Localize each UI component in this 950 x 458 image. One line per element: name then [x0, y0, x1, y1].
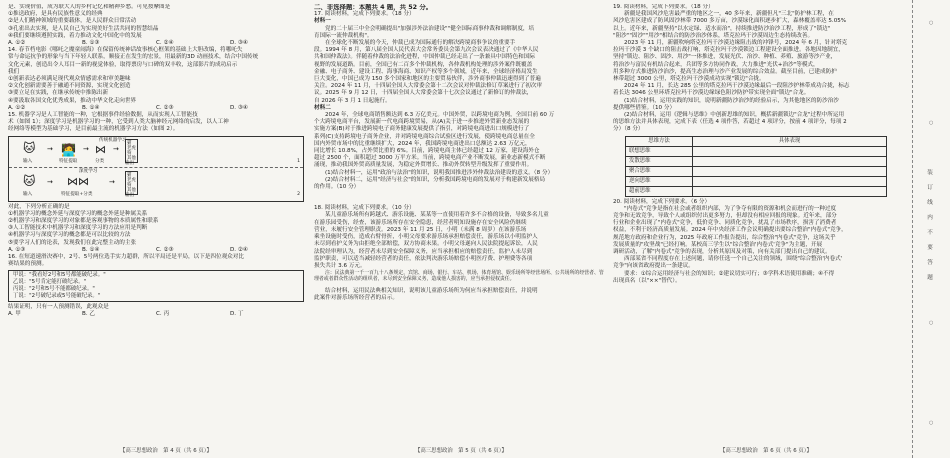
table-cell: 聚合思维: [626, 166, 693, 176]
text-line: 同比增长 10.8%，占外贸比重的 6%。目前，跨境电商主体已经超过 12 万家，建设海外仓: [314, 148, 540, 155]
fig1-number: 1: [297, 158, 300, 164]
option-d: D. ③④: [230, 104, 248, 111]
text-line: 16. 在短道速滑决赛中，2号、5号两位选手实力超群，所以平局还是平局，以下是四位观众对比: [8, 254, 244, 261]
text-line: 结果证明，只有一人预测错误，此观众是: [8, 303, 109, 310]
figure-2-deep-learning: [9, 168, 303, 198]
answer-cell[interactable]: [693, 146, 887, 156]
ask-line: 的作用。（10 分）: [314, 184, 360, 191]
arrow-icon: →: [83, 144, 89, 153]
table-row: [626, 166, 887, 176]
notice-char: 订: [927, 185, 933, 191]
table-cell: 超前思维: [626, 186, 693, 196]
q18-material: [314, 212, 604, 270]
text-line: 自 2026 年 3 月 1 日起施行。: [314, 97, 391, 104]
fig1-feature-label: 特征提取: [59, 158, 78, 164]
page-footer: 【高三思想政治 第 6 页（共 6 页）】: [720, 448, 812, 454]
q20-requirement: 出现真名（以"××"替代）。: [613, 277, 681, 284]
option-a: A. 甲: [8, 310, 21, 317]
text-line: 乘坐设施时受伤，造成右臂骨折，小明父母要求游乐场承担赔偿责任，游乐场以小明监护人: [314, 234, 538, 241]
fig1-input-label: 输入: [23, 158, 33, 164]
q20-requirement: 要求：①综合运用经济与社会的知识；②建议切实可行；③学科术语使用准确；④不得: [624, 270, 835, 277]
fig2-feature-label: 特征提取+分类: [61, 191, 93, 197]
ask-line: 分）（8 分）: [613, 126, 644, 133]
ask-line: (1)结合材料，运用实践的知识，说明新疆防沙治沙的经验启示，为其他地区的防沙治沙: [624, 97, 839, 104]
cat-image-icon: 🐱: [23, 140, 36, 155]
text-line: "内卷式"竞争是指在社会或者组织内部，为了争夺有限的资源和机会而进行的一种过度: [624, 205, 837, 212]
binding-dot: ○: [929, 420, 934, 426]
option-b: B. ①④: [82, 104, 100, 111]
binding-dot: ○: [929, 120, 934, 126]
text-line: 竞争和无效竞争，导致个人或组织付出更多努力，但却没有相应回报的现象。近年来，部分: [613, 213, 837, 220]
option-d: D. 丁: [230, 310, 244, 317]
arrow-icon: →: [47, 177, 53, 186]
prediction-line: 丁说："2号破纪录或5号能破纪录。": [13, 292, 101, 299]
page-5-column: [314, 4, 604, 444]
ml-figure: [8, 136, 304, 202]
text-line: 在游乐园受伤，经查，该游乐场所存在安全隐患，经营者明知设施存在安全风险仍继续: [314, 219, 527, 226]
text-line: 15. 机器学习是人工智能的一种，它根据事件经验数据，从而实现人工智能技: [8, 112, 198, 119]
table-cell: 逆向思维: [626, 176, 693, 186]
text-line: 在全球化不断发展的今天，仲裁已成为国际通行的解决跨境商事争议的重要手: [325, 40, 516, 47]
text-line: 段。1994 年 8 月，第八届全国人民代表大会常务委员会第九次会议表决通过了《中华人民: [314, 47, 539, 54]
q15-options: [8, 247, 304, 254]
text-line: ②是人们精神领域的重要载体，是人民群众日常活动: [8, 18, 137, 25]
text-line: 赛结果的预测。: [8, 261, 48, 268]
table-header: 具体表现: [693, 136, 887, 146]
notice-char: 要: [927, 245, 933, 251]
q18-title: 18. 阅读材料，完成下列要求。（10 分）: [314, 205, 415, 212]
notice-char: 内: [927, 215, 933, 221]
option-c: C. ②③: [156, 104, 174, 111]
text-line: "阻沙""固沙""用沙"相结合的防沙治沙体系，塔克拉玛干沙漠周边生态持续改善。: [613, 32, 814, 39]
section-heading: 二、非选择题：本题共 4 题，共 52 分。: [314, 4, 433, 11]
text-line: ②机器学习和深度学习的对象都是客观事物的本质属性和联系: [8, 218, 159, 225]
text-line: ④要汲取各国文化优秀成果，推动中华文化走向世界: [8, 97, 137, 104]
page-footer: 【高三思想政治 第 5 页（共 6 页）】: [415, 448, 507, 454]
q13-continuation: [8, 4, 304, 47]
prediction-line: 甲说："我看好2号和5号都能破纪录。": [13, 272, 106, 279]
fig2-output-label: 输出: [125, 192, 135, 198]
material-2-label: 材料二: [314, 104, 331, 111]
table-cell: 发散思维: [626, 156, 693, 166]
fig1-output-label: 输出: [125, 160, 135, 166]
table-row: [626, 186, 887, 196]
text-line: 权益，不利于经济高质量发展。2024 年中央经济工作会议明确提出要综合整治"内卷式"竞争，: [613, 227, 847, 234]
text-line: 坚持"锁边、阻沙、固沙、用沙"一体推进，发展光伏、治沙、种植、养殖、旅游等沙产业，: [613, 54, 837, 61]
q20-title: 20. 阅读材料，完成下列要求。（6 分）: [613, 198, 711, 205]
result-item: 猫: [127, 172, 132, 178]
text-line: ①机器学习的概念外延与深度学习的概念外延是种属关系: [8, 210, 148, 217]
ask-line: (1)结合材料一，运用"政治与法治"的知识，说明我国推进涉外仲裁法治建设的意义。（8 分）: [325, 169, 554, 176]
result-item: 其他: [127, 187, 136, 193]
option-a: A. ①②: [8, 104, 26, 111]
binding-line-notice: [925, 166, 935, 286]
text-line: 某儿童游乐场所有跨越式、游乐设施、某某等一直使用着许多不合格的设备，导致多名儿童: [325, 212, 549, 219]
text-line: 监护职责，可以适当减轻经营者的责任，依法判决游乐场赔偿小明医疗费、护理费等各项: [314, 255, 533, 262]
text-line: 议。2025 年 9 月 12 日，十四届全国人大常委会第十七次会议通过了新修订的仲裁法，: [314, 90, 533, 97]
result-item: 猫: [127, 140, 132, 146]
notice-char: 线: [927, 200, 933, 206]
option-b: B. ①③: [82, 40, 100, 47]
text-line: 发展质量的"攻坚战"已经打响。某校高三学生以"综合整治'内卷式'竞争"为主题，开展: [613, 241, 823, 248]
material-1-label: 材料一: [314, 18, 331, 25]
text-line: 系列(C)支持跨境电子商务企业，并对跨境电商综合试验区进行发展，使跨境电商总量在全: [314, 133, 535, 140]
q17-title: 17. 阅读材料，完成下列要求。（18 分）: [314, 11, 415, 18]
option-c: C. ②④: [156, 40, 174, 47]
arrow-icon: →: [113, 144, 119, 153]
q16-options: [8, 311, 304, 318]
fig1-result-box: [125, 139, 138, 163]
text-line: 关注。2024 年 11 月，十四届全国人大常委会第十二次会议对仲裁法修订草案进行了初次审: [314, 83, 543, 90]
question-15: [8, 112, 304, 254]
text-line: ③人工智能技术中机器学习和深度学习的方法应用是判断: [8, 225, 148, 232]
text-line: ②文化创新需要善于融通不同资源，实现文化创造: [8, 83, 131, 90]
q20-task: 西部某省不同程度存在上述问题，请你任选一个自己关注的领域，围绕"综合整治'内卷式': [624, 256, 843, 263]
text-line: ⑤要学习人们的论表，发现我们在此完整主动的主张: [8, 239, 137, 246]
binding-dot: ○: [929, 320, 934, 326]
ask-line: (2)结合材料，运用《逻辑与思维》中创新思维的知识，概括新疆锁边"合龙"过程中所运用: [624, 112, 845, 119]
result-item: 其他: [127, 155, 136, 161]
text-line: 超过 2500 个，面积超过 3000 万平方米。当前，跨境电商产业不断发展，新业态新模式不断: [314, 155, 546, 162]
text-line: 术（如图 1）；深度学习是机器学习的一种，它受到人类大脑神经元网络的启发，以人工神: [8, 119, 229, 126]
text-line: 经网络等模型为基础学习，是目前最主流的机器学习方法（如图 2）。: [8, 126, 179, 133]
text-line: 风沙危害区建成了防风固沙林带 7000 多万亩，沙漠绿化面积逐步扩大，森林覆盖率达 5.05%: [613, 18, 847, 25]
neural-network-icon: ⋈: [95, 142, 106, 156]
text-line: ④机器学习与深度学习的概念都是可以比较的方法: [8, 232, 131, 239]
text-line: 金融、电子商务、建设工程、海事海商、知识产权等多个领域，近年来，全球经济格局发生: [314, 68, 538, 75]
page-6-column: [613, 4, 906, 444]
text-line: 将治沙与富民有机结合起来，兵团等多方协同作战，大力推进"光伏+治沙"等模式，: [613, 61, 819, 68]
thinking-methods-table: [625, 136, 887, 197]
q19-asks: [613, 98, 906, 134]
q14-stem: 14. 春节档电影《哪吒之魔童闹海》在保留传统神话故事核心框架的基础上大胆改编，将哪吒失: [8, 47, 243, 54]
text-line: 调研活动，了解"内卷式"竞争的表现，分析其原因及对策，向有关部门提出自己的建议。: [613, 249, 831, 256]
prediction-line: 丙说："2号和5号不能都破纪录。": [13, 286, 95, 293]
notice-char: 答: [927, 260, 933, 266]
neural-network-icon: ⋈⋈: [67, 174, 89, 188]
text-line: 用多种方式推进防沙治沙，提高生态治理与沙产业发展的综合效益。截至目前，已建成防护: [613, 68, 837, 75]
text-line: 损失共计 3.6 万元。: [314, 262, 366, 269]
text-line: 以上。近年来，新疆坚持"以水定绿、适水而治"，持续推进防沙治沙工程，形成了"锁边": [613, 25, 831, 32]
text-line: 林带超过 3000 公里，塔克拉玛干沙漠成功实现"锁边"合拢。: [613, 76, 765, 83]
option-c: C. 丙: [156, 310, 170, 317]
q18-ask: 结合材料，运用民法典相关知识，说明该儿童游乐场所为何应当承担赔偿责任，并说明: [325, 287, 538, 294]
question-16: [8, 254, 304, 318]
text-line: 育国际一流仲裁机构"。: [314, 32, 373, 39]
answer-cell[interactable]: [693, 176, 887, 186]
text-line: 新疆是我国风沙危害最严重的地区之一，40 多年来，新疆但凡"三北"防护林工程，在: [624, 11, 834, 18]
text-line: 营业，未履行安全管理职责。2023 年 11 月 25 日，小明（未满 8 周岁）在该游乐场: [314, 226, 527, 233]
q19-title: 19. 阅读材料，完成下列要求。（18 分）: [613, 4, 714, 10]
option-c: C. ②③: [156, 246, 174, 253]
fig2-result-box: [125, 171, 138, 195]
question-14: [8, 47, 304, 112]
option-b: B. ①④: [82, 246, 100, 253]
text-line: 国内外贸市场中的比重继续扩大，2024 年，我国跨境电商进出口总额达 2.63 万亿元，: [314, 140, 531, 147]
text-line: 着长达 3046 公里环塔克拉玛干沙漠边缘绿色阻沙防护带实现全面"锁边"合龙。: [613, 90, 810, 97]
q17-asks: [314, 170, 604, 192]
option-a: A. ①③: [8, 246, 26, 253]
binding-dot: ○: [929, 20, 934, 26]
prediction-line: 乙说："5号肯定能打破纪录。": [13, 279, 87, 286]
text-line: 党的二十届三中全会明确提出"加强涉外法治建设""健全国际商事仲裁和调解制度，培: [325, 25, 535, 32]
ask-line: 提供哪些借鉴。（10 分）: [613, 104, 676, 111]
text-line: ①创新表达必须满足现代观众情感需求和审美趣味: [8, 76, 131, 83]
cat-image-icon: 🐱: [23, 173, 36, 188]
text-line: 个大跨境电商平台，发展新一代电商跨境贸易，从(A)关于进一步推进外贸新业态发展的: [314, 119, 530, 126]
text-line: ③要立足在实践，在继承传统中推陈出新: [8, 90, 109, 97]
fig2-number: 2: [297, 191, 300, 197]
option-a: A. ①②: [8, 40, 26, 47]
q18-ask: 此案件对游乐场所经营者的启示。: [314, 294, 398, 301]
text-line: 常与命运抗争的形象与当下年轻人联系，顺接正在发生的宏景，用最新的3D 动画技术，结合中国传统: [8, 54, 259, 61]
text-line: 视野的发展道路。目前，全国已有二百多个仲裁机构，各仲裁机构处理的涉外案件既覆盖: [314, 61, 533, 68]
arrow-icon: →: [47, 144, 53, 153]
table-header-row: [626, 136, 887, 146]
answer-cell[interactable]: [693, 166, 887, 176]
option-d: D. ②④: [230, 246, 248, 253]
ask-line: 的思维方法并具体表现，完成下表（任选 4 项作答，若超过 4 项评分，按前 4 项评分，每项 2: [613, 119, 847, 126]
text-line: 拉玛干沙漠 3 个缺口的阻击战打响，塔克拉玛干沙漠锁边工程建设全面推进。各地因地制宜，: [613, 47, 844, 54]
text-line: 巨大变化，中国已成为 150 多个国家和地区的主要贸易伙伴，涉外商事仲裁迅速得到了普遍: [314, 76, 541, 83]
arrow-icon: →: [109, 177, 115, 186]
table-row: [626, 156, 887, 166]
text-line: 2023 年 11 月，新疆吹响塔克拉玛干沙漠边缘阻击战的冲锋号，2024 年 6 月，针对塔克: [624, 40, 848, 47]
text-line: 行业和企业出现了"内卷式"竞争，低价竞争、同质化竞争，扰乱了市场秩序，损害了消费者: [613, 220, 837, 227]
text-line: 规范地方政府和企业行为，2025 年政府工作报告提出，综合整治"内卷式"竞争，这场关乎: [613, 234, 836, 241]
text-line: ①推送政府，是具有民族性意义的经典: [8, 11, 103, 18]
result-item: 狗: [127, 182, 132, 188]
material-1: [314, 26, 604, 105]
text-line: 法院经审理认为，经营者未尽到安全保障义务，应当承担相应的赔偿责任，监护人未尽到: [314, 248, 533, 255]
text-line: 文化元素，创造出令人耳目一新的视觉体验，取得票房与口碑的双丰收，这部影片的成功启示: [8, 61, 238, 68]
page-footer: 【高三思想政治 第 4 页（共 6 页）】: [120, 448, 212, 454]
q14-options: [8, 105, 304, 112]
fig1-classify-label: 分类: [95, 158, 105, 164]
text-line: 我们: [8, 68, 20, 75]
text-line: 对此，下列分析正确的是: [8, 203, 70, 210]
notice-char: 不: [927, 230, 933, 236]
q19-material: [613, 11, 906, 97]
q18-source-note: 注：民法典第一千一百九十八条规定，宾馆、商场、银行、车站、机场、体育场馆、娱乐场所等经营场所、公共场所的经营者、管理者或者群众性活动的组织者，未尽到安全保障义务，造成他人损害的，应当承担侵权责任。: [314, 270, 604, 283]
text-line: ③孔雀出去实现，是人民自己为实现美好生活共同的智慧结晶: [8, 25, 159, 32]
fig2-title: 深度学习: [79, 168, 98, 174]
text-line: ④我们要继续遵照实践，着力推动文化中国化中的发展: [8, 32, 142, 39]
prediction-box: [8, 270, 304, 301]
text-line: 实施方案(B)对于推进跨境电子商务健康发展提供了指引，对跨境电商进出口规模进行了: [314, 126, 530, 133]
ask-line: (2)结合材料二，运用"经济与社会"的知识，分析我国跨境电商的发展对于构建新发展格局: [325, 176, 546, 183]
answer-cell[interactable]: [693, 156, 887, 166]
notice-char: 装: [927, 170, 933, 176]
text-line: 是、实现价值，成为联大人的乡村记忆和精神乡愁。可见按摩图是: [8, 4, 171, 10]
option-b: B. 乙: [82, 310, 95, 317]
person-icon: 🧑‍💻: [61, 142, 76, 157]
text-line: 共和国仲裁法》。伴随着仲裁的法治化进程，中国仲裁已经走出了一条兼具中国特色和国际: [314, 54, 535, 61]
result-item: 老虎: [127, 177, 136, 183]
text-line: 涌现，推动我国外贸高质量发展，为稳定外贸增长、推动外贸转型升级发挥了重要作用。: [314, 162, 533, 169]
table-row: [626, 176, 887, 186]
q20-task: 竞争"向该省政府提出一条建议。: [613, 263, 694, 270]
fig1-title: 传统机器学习: [99, 137, 127, 143]
table-row: [626, 146, 887, 156]
answer-cell[interactable]: [693, 186, 887, 196]
table-header: 思维方法: [626, 136, 693, 146]
text-line: 2024 年，全球电商销售额达到 6.3 万亿美元。中国外贸，以跨境电商为例，全国目前 60 万: [325, 112, 555, 119]
table-cell: 联想思维: [626, 146, 693, 156]
page-4-column: [8, 4, 304, 444]
option-d: D. ③④: [230, 40, 248, 47]
result-item: 老虎: [127, 145, 136, 151]
result-item: 狗: [127, 150, 132, 156]
text-line: 未尽到看护义务为由拒绝全部赔偿，双方协商未果。小明父母遂向人民法院提起诉讼，人民: [314, 241, 538, 248]
notice-char: 题: [927, 275, 933, 281]
text-line: 2024 年 11 月，长达 285 公里的塔克拉玛干沙漠边缘最后一段阻沙护林带成功合拢，标志: [624, 83, 850, 90]
figure-1-traditional-ml: [9, 137, 303, 168]
material-2: [314, 112, 604, 170]
q20-material: [613, 206, 906, 256]
fig2-input-label: 输入: [23, 191, 33, 197]
